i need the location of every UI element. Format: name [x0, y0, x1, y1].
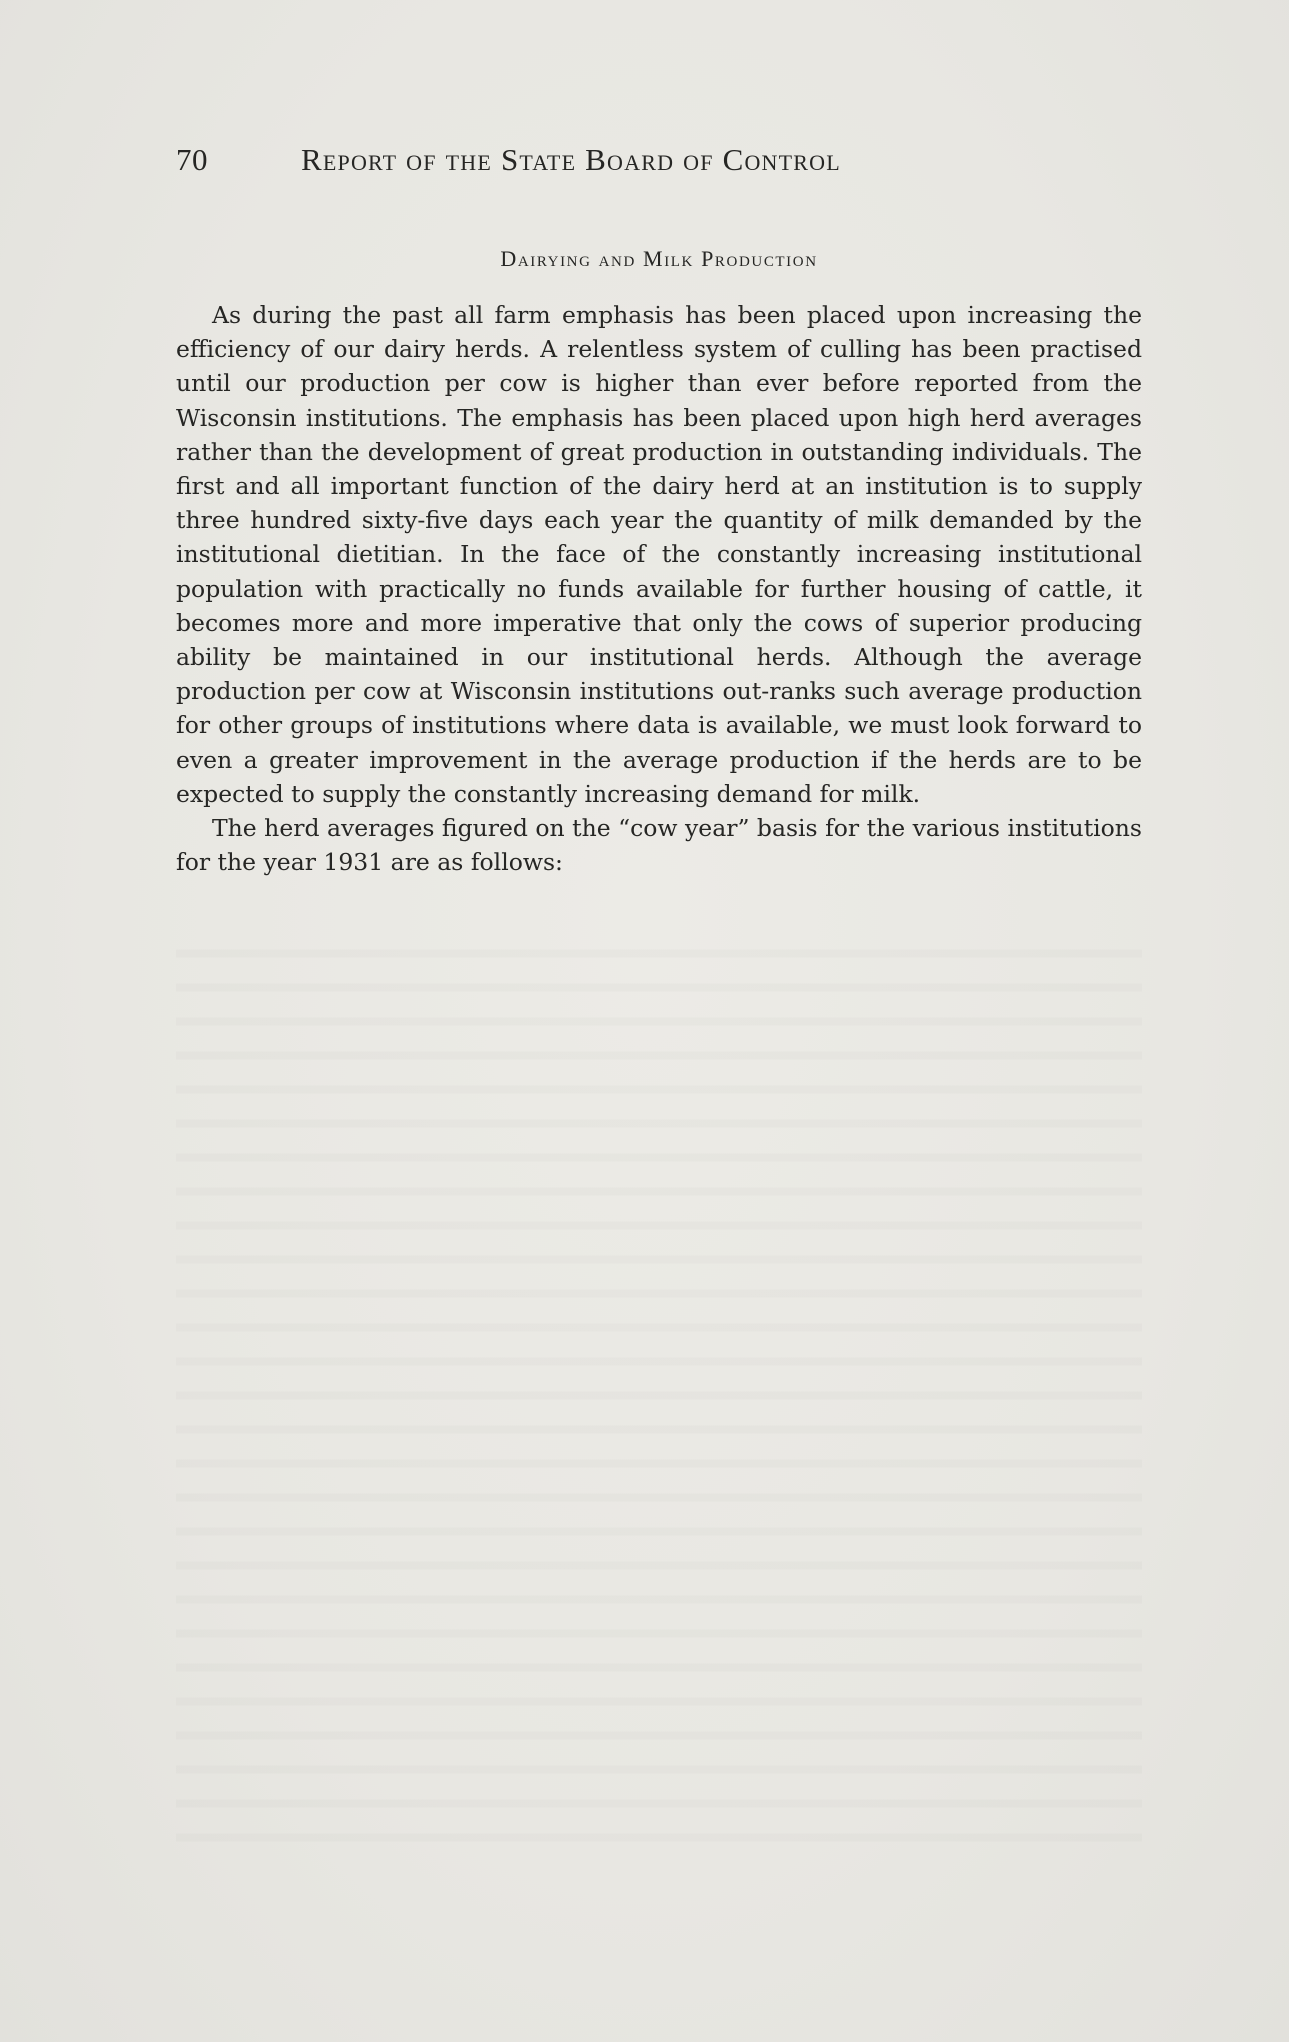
running-title: Report of the State Board of Control — [301, 142, 841, 177]
section-body — [176, 298, 1142, 879]
page-header — [176, 142, 1016, 182]
section-heading: Dairying and Milk Production — [500, 246, 818, 271]
show-through-texture — [176, 935, 1142, 1855]
paragraph: The herd averages figured on the “cow year” basis for the various institutions for the year 1931 are as follows: — [176, 814, 1142, 877]
page-number: 70 — [176, 142, 208, 177]
paragraph: As during the past all farm emphasis has been placed upon increasing the efficiency of our dairy herds. A relentless system of culling has been practised until our production per cow is higher than ever before reported from the Wisconsin institutions. The emphasis has been placed upon high herd averages rather than the development of great production in outstanding individuals. The first and all important function of the dairy herd at an institution is to supply three hundred sixty-five days each year the quantity of milk demanded by the institutional dietitian. In the face of the constantly increasing institutional population with practically no funds available for further housing of cattle, it becomes more and more imperative that only the cows of superior producing ability be maintained in our institutional herds. Although the average production per cow at Wisconsin institutions out-ranks such average production for other groups of institutions where data is available, we must look forward to even a greater improvement in the average production if the herds are to be expected to supply the constantly increasing demand for milk. — [176, 301, 1142, 808]
